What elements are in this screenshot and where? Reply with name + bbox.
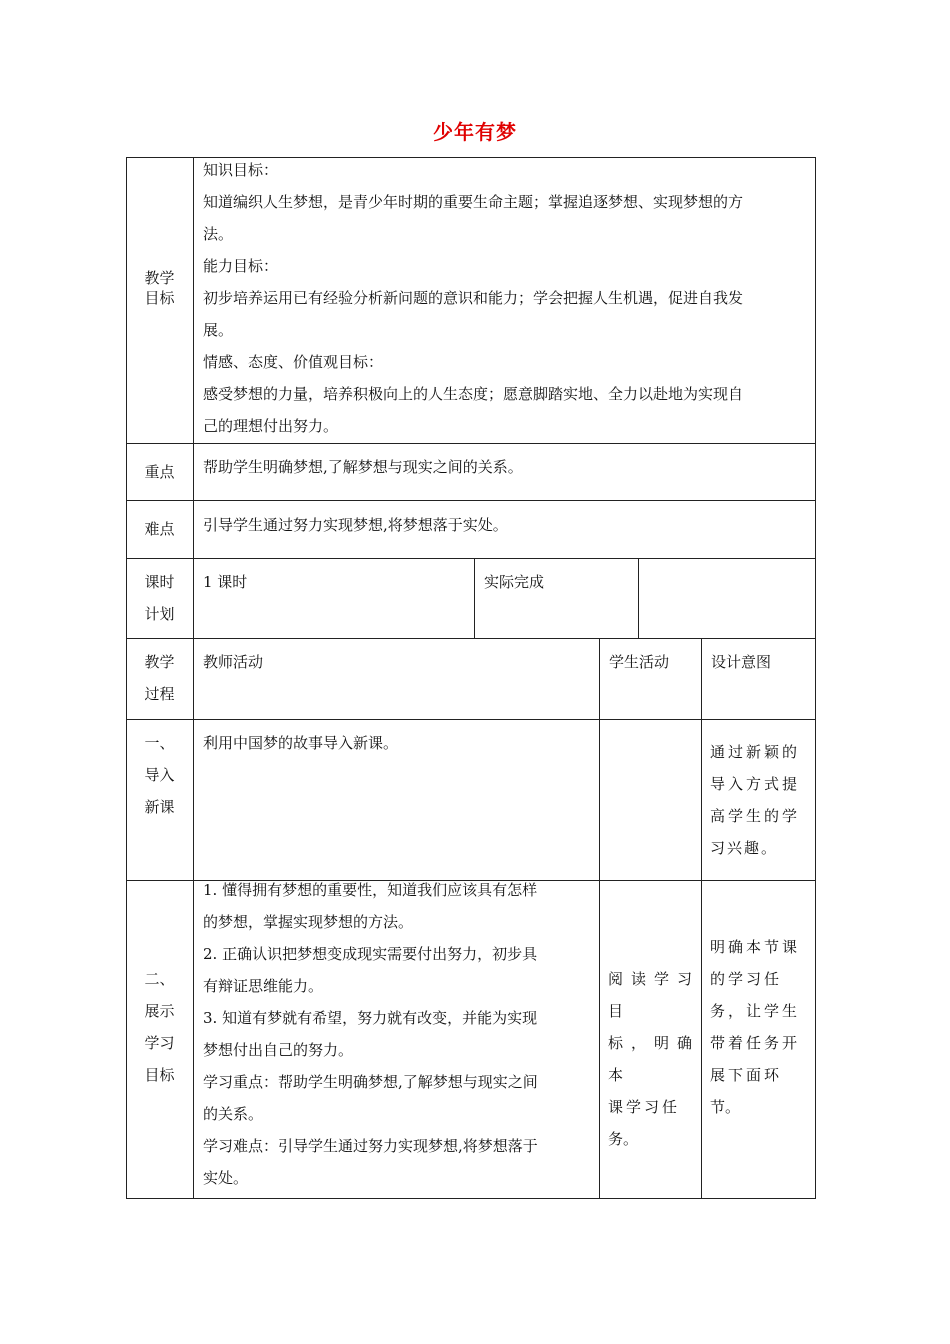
schedule-hours: 1 课时 <box>203 573 248 591</box>
actual-completion-label: 实际完成 <box>484 573 545 591</box>
difficulty-label: 难点 <box>144 520 175 538</box>
step2-label: 二、 展示 学习 目标 <box>144 970 175 1084</box>
goals-label: 教学 目标 <box>144 269 175 307</box>
teacher-activity-header: 教师活动 <box>203 653 264 671</box>
key-point-label: 重点 <box>144 463 175 481</box>
step2-design-intent: 明确本节课 的学习任 务，让学生 带着任务开 展下面环 节。 <box>710 938 801 1116</box>
document-title: 少年有梦 <box>433 120 517 144</box>
student-activity-header: 学生活动 <box>609 653 670 671</box>
goals-content: 知识目标： 知道编织人生梦想，是青少年时期的重要生命主题；掌握追逐梦想、实现梦想的方 法。 能力目标： 初步培养运用已有经验分析新问题的意识和能力；学会把握人生机遇，促进自我发 展。 情感、态度、价值观目标： 感受梦想的力量，培养积极向上的人生态度；愿意脚踏实地、全力以赴地为实现自 己的理想付出努力。 <box>203 161 744 435</box>
step2-teacher-activity: 1. 懂得拥有梦想的重要性，知道我们应该具有怎样 的梦想，掌握实现梦想的方法。 2. 正确认识把梦想变成现实需要付出努力，初步具 有辩证思维能力。 3. 知道有梦就有希望，努力就有改变，并能为实现 梦想付出自己的努力。 学习重点：帮助学生明确梦想,了解梦想与现实之间 的关系。 学习难点：引导学生通过努力实现梦想,将梦想落于 实处。 <box>203 881 538 1187</box>
step1-teacher-activity: 利用中国梦的故事导入新课。 <box>203 734 399 752</box>
key-point-text: 帮助学生明确梦想,了解梦想与现实之间的关系。 <box>203 458 523 476</box>
schedule-label: 课时 计划 <box>144 573 175 623</box>
difficulty-text: 引导学生通过努力实现梦想,将梦想落于实处。 <box>203 516 508 534</box>
step1-label: 一、 导入 新课 <box>144 734 175 816</box>
design-intent-header: 设计意图 <box>711 653 772 671</box>
step1-design-intent: 通过新颖的 导入方式提 高学生的学 习兴趣。 <box>710 743 801 857</box>
step2-student-activity: 阅读学习目 标，明确本 课学习任 务。 <box>608 970 695 1148</box>
process-label: 教学 过程 <box>144 653 175 703</box>
